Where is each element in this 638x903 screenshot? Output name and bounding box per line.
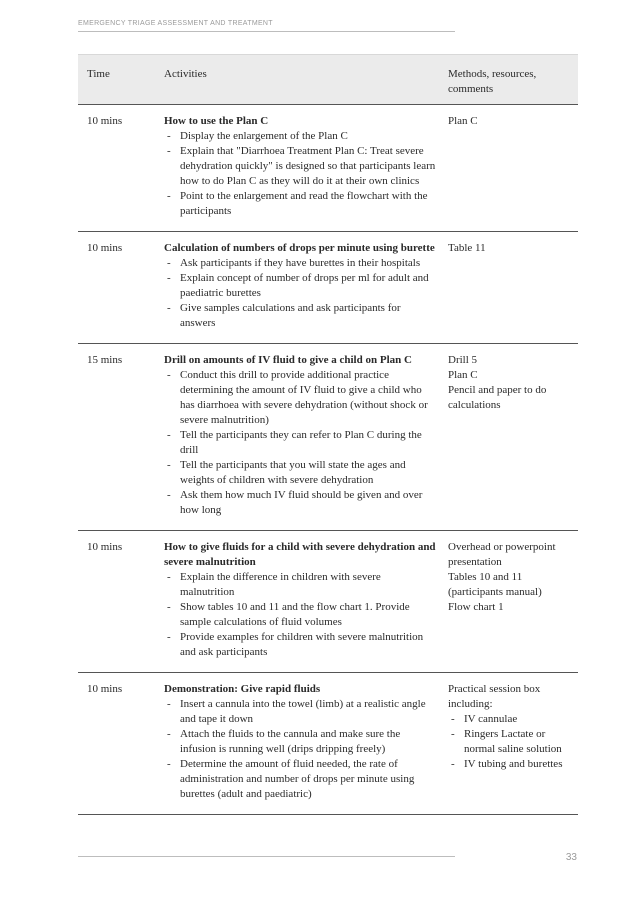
activity-title: Drill on amounts of IV fluid to give a child on Plan C — [164, 354, 412, 366]
methods-cell — [442, 105, 578, 232]
header-rule — [78, 31, 455, 32]
activity-step: - Insert a cannula into the towel (limb) at a realistic angle and tape it down — [164, 697, 436, 727]
method-resource: Drill 5 — [448, 354, 478, 366]
activity-step: - Ask participants if they have burettes in their hospitals — [164, 256, 436, 271]
session-schedule-table — [78, 54, 578, 815]
method-resource: Plan C — [448, 369, 478, 381]
activity-steps — [164, 129, 436, 219]
table-row — [78, 673, 578, 815]
activity-step: - Provide examples for children with severe malnutrition and ask participants — [164, 630, 436, 660]
method-item: - IV cannulae — [448, 712, 572, 727]
methods-cell — [442, 531, 578, 673]
method-resource: Pencil and paper to do calculations — [448, 384, 547, 411]
activities-cell — [158, 531, 442, 673]
methods-cell — [442, 232, 578, 344]
table-row — [78, 344, 578, 531]
activity-title: How to use the Plan C — [164, 115, 269, 127]
method-resource: Practical session box including: — [448, 683, 541, 710]
activity-steps — [164, 368, 436, 518]
footer-rule — [78, 856, 455, 857]
activity-step: - Explain concept of number of drops per ml for adult and paediatric burettes — [164, 271, 436, 301]
table-row — [78, 105, 578, 232]
column-header-methods: Methods, resources, comments — [442, 55, 578, 105]
activity-title: Calculation of numbers of drops per minute using burette — [164, 242, 435, 254]
activity-step: - Conduct this drill to provide additional practice determining the amount of IV fluid to give a child who has diarrhoea with severe dehydration (without shock or severe malnutrition) — [164, 368, 436, 428]
activity-step: - Display the enlargement of the Plan C — [164, 129, 436, 144]
time-cell: 10 mins — [78, 531, 158, 673]
activity-step: - Tell the participants they can refer to Plan C during the drill — [164, 428, 436, 458]
activity-steps — [164, 697, 436, 802]
method-resource: Table 11 — [448, 242, 486, 254]
activities-cell — [158, 673, 442, 815]
activity-step: - Tell the participants that you will state the ages and weights of children with severe dehydration — [164, 458, 436, 488]
method-item: - Ringers Lactate or normal saline solution — [448, 727, 572, 757]
activity-step: - Give samples calculations and ask participants for answers — [164, 301, 436, 331]
table-body — [78, 105, 578, 815]
column-header-activities: Activities — [158, 55, 442, 105]
table-row — [78, 232, 578, 344]
header-row — [78, 55, 578, 105]
time-cell: 10 mins — [78, 232, 158, 344]
activity-steps — [164, 570, 436, 660]
table-row — [78, 531, 578, 673]
time-cell: 10 mins — [78, 673, 158, 815]
activity-step: - Show tables 10 and 11 and the flow chart 1. Provide sample calculations of fluid volumes — [164, 600, 436, 630]
activity-steps — [164, 256, 436, 331]
method-resource: Flow chart 1 — [448, 601, 504, 613]
method-resource: Tables 10 and 11 (participants manual) — [448, 571, 542, 598]
activity-step: - Explain the difference in children with severe malnutrition — [164, 570, 436, 600]
activity-title: Demonstration: Give rapid fluids — [164, 683, 321, 695]
activity-step: - Point to the enlargement and read the flowchart with the participants — [164, 189, 436, 219]
method-resource: Plan C — [448, 115, 478, 127]
page-number: 33 — [565, 852, 577, 863]
time-cell: 15 mins — [78, 344, 158, 531]
method-items — [448, 712, 572, 772]
table-header — [78, 55, 578, 105]
column-header-time: Time — [78, 55, 158, 105]
activity-step: - Ask them how much IV fluid should be given and over how long — [164, 488, 436, 518]
time-cell: 10 mins — [78, 105, 158, 232]
methods-cell — [442, 673, 578, 815]
activities-cell — [158, 344, 442, 531]
method-resource: Overhead or powerpoint presentation — [448, 541, 556, 568]
activity-title: How to give fluids for a child with severe dehydration and severe malnutrition — [164, 541, 436, 568]
activity-step: - Determine the amount of fluid needed, the rate of administration and number of drops per minute using burettes (adult and paediatric) — [164, 757, 436, 802]
methods-cell — [442, 344, 578, 531]
activities-cell — [158, 105, 442, 232]
activity-step: - Attach the fluids to the cannula and make sure the infusion is running well (drips dripping freely) — [164, 727, 436, 757]
activities-cell — [158, 232, 442, 344]
method-item: - IV tubing and burettes — [448, 757, 572, 772]
running-head: EMERGENCY TRIAGE ASSESSMENT AND TREATMENT — [78, 20, 273, 27]
activity-step: - Explain that "Diarrhoea Treatment Plan C: Treat severe dehydration quickly" is designed so that participants learn how to do Plan C as they will do it at their own clinics — [164, 144, 436, 189]
